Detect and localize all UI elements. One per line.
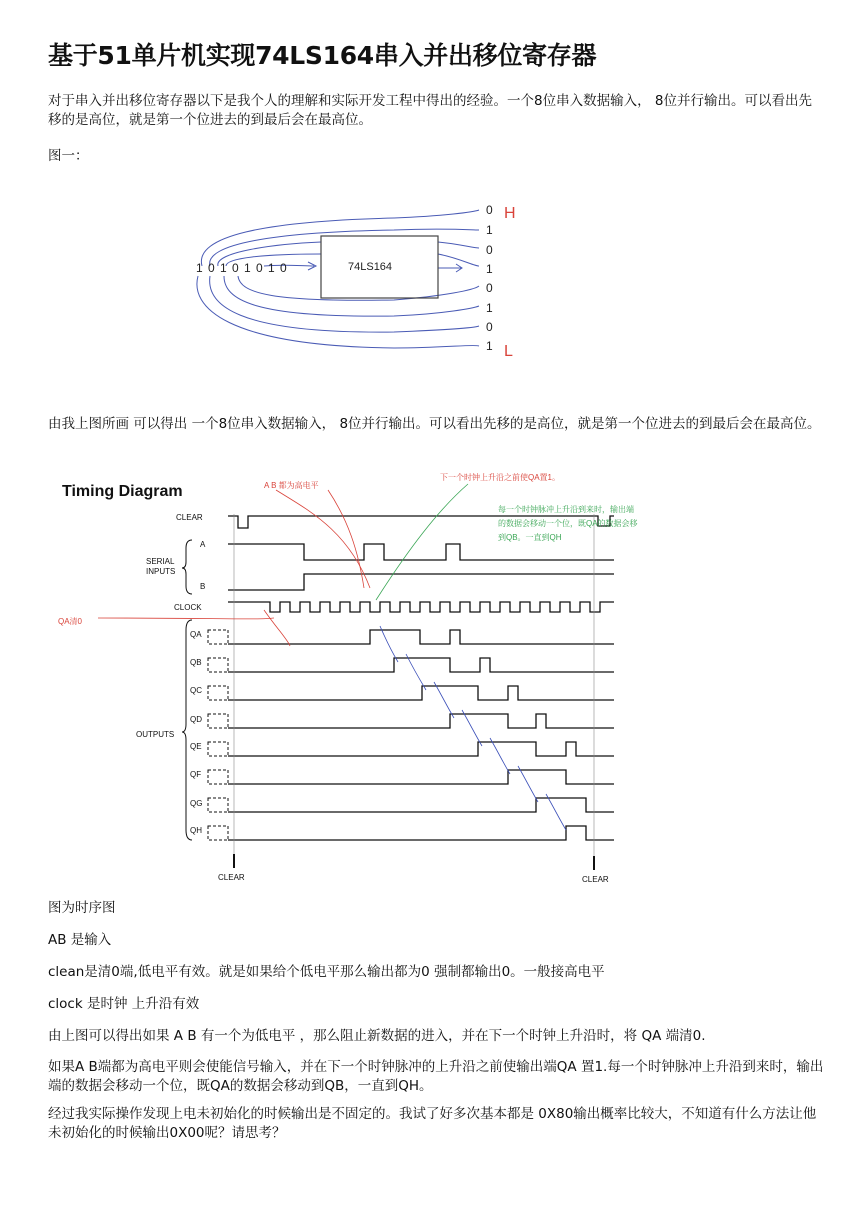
output-bit: 1 [486, 339, 493, 353]
b-waveform [228, 574, 614, 590]
qb-label: QB [190, 658, 202, 667]
annotation-next-clock: 下一个时钟上升沿之前使QA置1。 [440, 473, 561, 482]
qf-waveform [228, 770, 614, 784]
chip-label: 74LS164 [348, 261, 393, 273]
serial-input-bits: 1 0 1 0 1 0 1 0 [196, 261, 288, 275]
output-bit: 0 [486, 243, 493, 257]
qh-waveform [228, 826, 614, 840]
timing-caption: 图为时序图 [48, 900, 116, 916]
qa-waveform [228, 630, 614, 644]
green-annotations [376, 484, 468, 600]
annotation-shift-1: 每一个时钟脉冲上升沿到来时，输出端 [498, 505, 634, 514]
annotation-ab-high: A B 都为高电平 [264, 481, 319, 490]
output-bit: 1 [486, 301, 493, 315]
waveforms [228, 516, 614, 840]
qc-waveform [228, 686, 614, 700]
outputs-label: OUTPUTS [136, 730, 175, 739]
annotation-shift-3: 到QB。一直到QH [498, 533, 562, 542]
qb-waveform [228, 658, 614, 672]
output-bit: 1 [486, 223, 493, 237]
sketch-wires [197, 210, 479, 348]
clear-markers [234, 854, 594, 870]
qe-label: QE [190, 742, 202, 751]
output-bit: 0 [486, 203, 493, 217]
annotation-qa-clear: QA清0 [58, 617, 83, 626]
enable-note: 如果A B端都为高电平则会使能信号输入，并在下一个时钟脉冲的上升沿之前使输出端QA 置1.每一个时钟脉冲上升沿到来时，输出端的数据会移动一个位，既QA的数据会移动到QB，一直到QH。 [48, 1059, 824, 1094]
clear-bottom-left: CLEAR [218, 873, 245, 882]
inputs-label: INPUTS [146, 567, 176, 576]
qc-label: QC [190, 686, 202, 695]
timing-diagram [58, 470, 658, 886]
a-waveform [228, 544, 614, 560]
timing-title: Timing Diagram [62, 483, 183, 500]
clock-note: clock 是时钟 上升沿有效 [48, 996, 200, 1012]
output-bit: 0 [486, 281, 493, 295]
signal-labels [136, 513, 609, 884]
annotation-shift-2: 的数据会移动一个位，既QA的数据会移 [498, 519, 638, 528]
clean-note: clean是清0端,低电平有效。就是如果给个低电平那么输出都为0 强制都输出0。一般接高电平 [48, 964, 605, 980]
qf-label: QF [190, 770, 202, 779]
block-note: 由上图可以得出如果 A B 有一个为低电平 ，那么阻止新数据的进入，并在下一个时钟上升沿时，将 QA 端清0. [48, 1028, 706, 1044]
clock-label: CLOCK [174, 603, 202, 612]
qg-label: QG [190, 799, 203, 808]
output-bit: 0 [486, 320, 493, 334]
clear-bottom-right: CLEAR [582, 875, 609, 884]
qh-label: QH [190, 826, 202, 835]
qa-label: QA [190, 630, 202, 639]
low-mark: L [504, 343, 513, 360]
b-label: B [200, 582, 206, 591]
qe-waveform [228, 742, 614, 756]
clear-label: CLEAR [176, 513, 203, 522]
question-note: 经过我实际操作发现上电未初始化的时候输出是不固定的。我试了好多次基本都是 0X80输出概率比较大，不知道有什么方法让他未初始化的时候输出0X00呢？请思考？ [48, 1106, 817, 1141]
unknown-state-boxes [208, 630, 228, 840]
ab-input-note: AB 是输入 [48, 932, 112, 948]
guide-lines [234, 514, 594, 856]
page-title: 基于51单片机实现74LS164串入并出移位寄存器 [48, 41, 597, 70]
figure-1-sketch [144, 196, 544, 372]
intro-paragraph: 对于串入并出移位寄存器以下是我个人的理解和实际开发工程中得出的经验。一个8位串入数据输入， 8位并行输出。可以看出先移的是高位，就是第一个位进去的到最后会在最高位。 [48, 93, 812, 128]
qd-label: QD [190, 715, 202, 724]
a-label: A [200, 540, 206, 549]
figure-1-explanation: 由我上图所画 可以得出 一个8位串入数据输入， 8位并行输出。可以看出先移的是高位，就是第一个位进去的到最后会在最高位。 [48, 416, 821, 432]
high-mark: H [504, 205, 516, 222]
clock-waveform [228, 602, 614, 612]
serial-label: SERIAL [146, 557, 175, 566]
parallel-outputs [486, 203, 493, 353]
qd-waveform [228, 714, 614, 728]
figure-1-label: 图一： [48, 148, 89, 164]
qg-waveform [228, 798, 614, 812]
output-bit: 1 [486, 262, 493, 276]
